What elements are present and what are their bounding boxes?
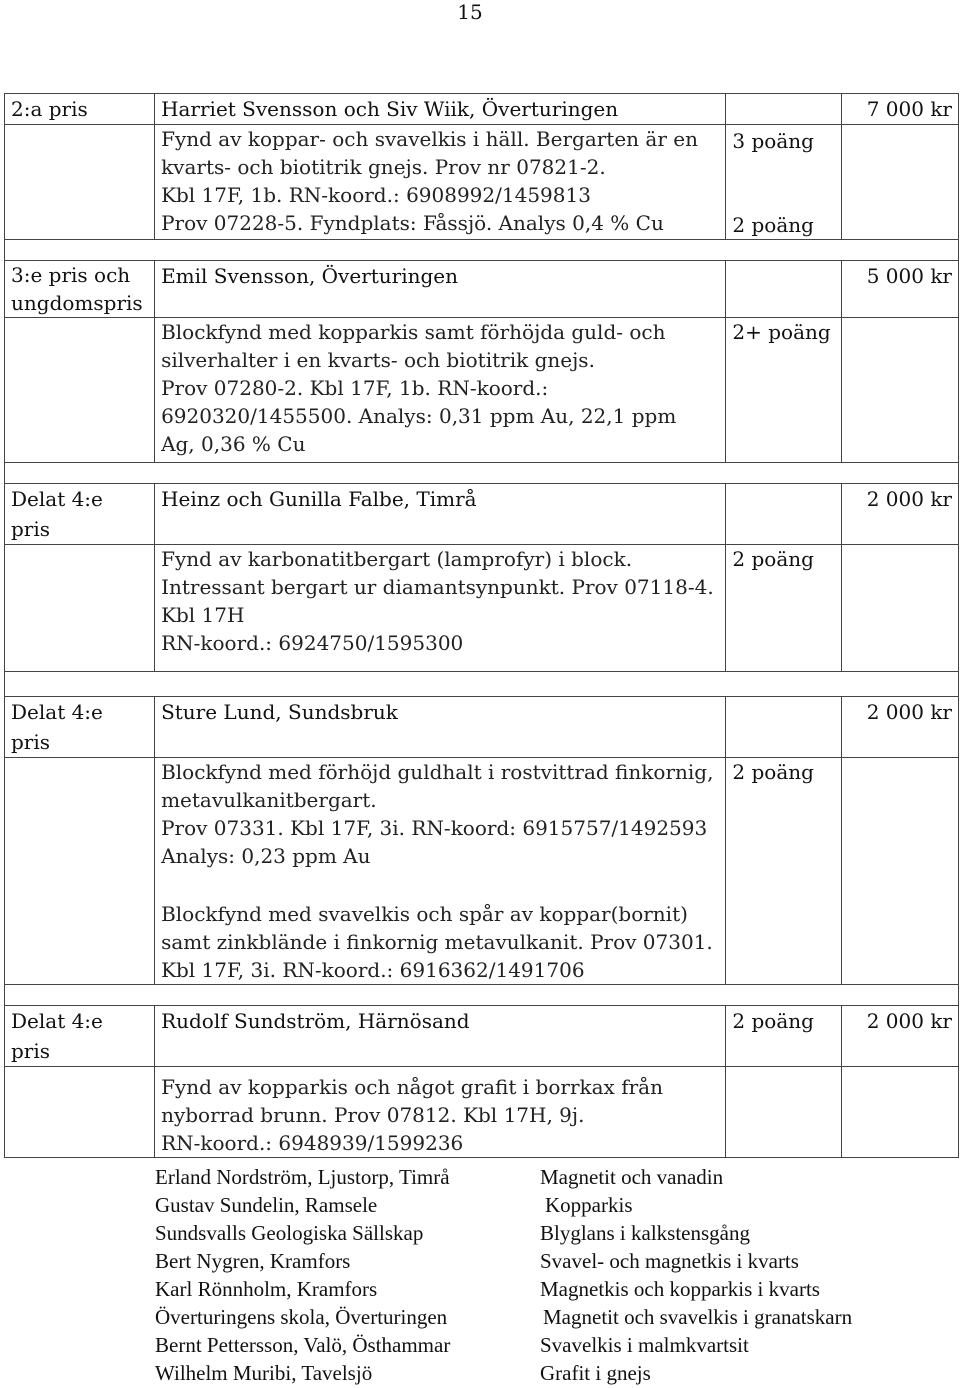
prize-header-row bbox=[5, 261, 959, 318]
prize-rank: Delat 4:e pris bbox=[5, 697, 155, 758]
mineral: Magnetkis och kopparkis i kvarts bbox=[540, 1277, 820, 1301]
finder: Bert Nygren, Kramfors bbox=[155, 1249, 351, 1273]
finder: Gustav Sundelin, Ramsele bbox=[155, 1193, 378, 1217]
find-description: Fynd av kopparkis och något grafit i borrkax från nyborrad brunn. Prov 07812. Kbl 17H, 9j. RN-koord.: 6948939/1599236 bbox=[155, 1067, 726, 1158]
find-points: 3 poäng 2 poäng bbox=[726, 125, 842, 240]
prize-amount: 2 000 kr bbox=[842, 484, 959, 545]
prize-rank: 2:a pris bbox=[5, 94, 155, 125]
finder: Erland Nordström, Ljustorp, Timrå bbox=[155, 1165, 450, 1189]
prize-amount: 5 000 kr bbox=[842, 261, 959, 318]
prize-body-row bbox=[5, 318, 959, 463]
list-item bbox=[155, 1219, 852, 1247]
prize-body-row bbox=[5, 758, 959, 985]
finder: Sundsvalls Geologiska Sällskap bbox=[155, 1221, 424, 1245]
prize-rank: Delat 4:e pris bbox=[5, 484, 155, 545]
prize-points: 2 poäng bbox=[726, 1006, 842, 1067]
prize-header-row bbox=[5, 697, 959, 758]
prize-points bbox=[726, 697, 842, 758]
page-number: 15 bbox=[457, 0, 483, 24]
list-item bbox=[155, 1163, 852, 1191]
find-description: Fynd av koppar- och svavelkis i häll. Bergarten är en kvarts- och biotitrik gnejs. Prov nr 07821-2. Kbl 17F, 1b. RN-koord.: 6908992/1459813 Prov 07228-5. Fyndplats: Fåssjö. Analys 0,4 % Cu bbox=[155, 125, 726, 240]
mineral: Svavelkis i malmkvartsit bbox=[540, 1333, 749, 1357]
mineral: Kopparkis bbox=[545, 1193, 633, 1217]
prize-body-row bbox=[5, 1067, 959, 1158]
prize-body-row bbox=[5, 125, 959, 240]
prize-points bbox=[726, 484, 842, 545]
finder: Karl Rönnholm, Kramfors bbox=[155, 1277, 378, 1301]
prize-header-row bbox=[5, 1006, 959, 1067]
prize-winner: Rudolf Sundström, Härnösand bbox=[155, 1006, 726, 1067]
prize-winner: Heinz och Gunilla Falbe, Timrå bbox=[155, 484, 726, 545]
prize-body-row bbox=[5, 545, 959, 672]
finder: Bernt Pettersson, Valö, Östhammar bbox=[155, 1333, 451, 1357]
mineral: Svavel- och magnetkis i kvarts bbox=[540, 1249, 799, 1273]
find-description: Blockfynd med förhöjd guldhalt i rostvittrad finkornig, metavulkanitbergart. Prov 07331. Kbl 17F, 3i. RN-koord: 6915757/1492593 Analys: 0,23 ppm Au Blockfynd med svavelkis och spår av koppar(bornit) samt zinkblände i finkornig metavulkanit. Prov 07301. Kbl 17F, 3i. RN-koord.: 6916362/1491706 bbox=[155, 758, 726, 985]
list-item bbox=[155, 1331, 852, 1359]
prize-points bbox=[726, 94, 842, 125]
prize-winner: Harriet Svensson och Siv Wiik, Överturingen bbox=[155, 94, 726, 125]
find-points: 2+ poäng bbox=[726, 318, 842, 463]
mineral: Magnetit och vanadin bbox=[540, 1165, 724, 1189]
prize-amount: 2 000 kr bbox=[842, 697, 959, 758]
prize-winner: Emil Svensson, Överturingen bbox=[155, 261, 726, 318]
other-finds-list bbox=[155, 1163, 852, 1387]
mineral: Magnetit och svavelkis i granatskarn bbox=[543, 1305, 853, 1329]
prize-header-row bbox=[5, 484, 959, 545]
prize-rank: Delat 4:e pris bbox=[5, 1006, 155, 1067]
mineral: Blyglans i kalkstensgång bbox=[540, 1221, 750, 1245]
list-item bbox=[155, 1191, 852, 1219]
find-points: 2 poäng bbox=[726, 758, 842, 985]
list-item bbox=[155, 1303, 852, 1331]
prize-amount: 7 000 kr bbox=[842, 94, 959, 125]
find-description: Fynd av karbonatitbergart (lamprofyr) i block. Intressant bergart ur diamantsynpunkt. Prov 07118-4. Kbl 17H RN-koord.: 6924750/1595300 bbox=[155, 545, 726, 672]
list-item bbox=[155, 1359, 852, 1387]
prize-winner: Sture Lund, Sundsbruk bbox=[155, 697, 726, 758]
list-item bbox=[155, 1247, 852, 1275]
finder: Överturingens skola, Överturingen bbox=[155, 1305, 448, 1329]
prize-header-row bbox=[5, 94, 959, 125]
prize-table bbox=[4, 93, 959, 1158]
prize-rank: 3:e pris och ungdomspris bbox=[5, 261, 155, 318]
prize-amount: 2 000 kr bbox=[842, 1006, 959, 1067]
finder: Wilhelm Muribi, Tavelsjö bbox=[155, 1361, 373, 1385]
list-item bbox=[155, 1275, 852, 1303]
find-points: 2 poäng bbox=[726, 545, 842, 672]
prize-points bbox=[726, 261, 842, 318]
find-description: Blockfynd med kopparkis samt förhöjda guld- och silverhalter i en kvarts- och biotitrik gnejs. Prov 07280-2. Kbl 17F, 1b. RN-koord.: 6920320/1455500. Analys: 0,31 ppm Au, 22,1 ppm Ag, 0,36 % Cu bbox=[155, 318, 726, 463]
mineral: Grafit i gnejs bbox=[540, 1361, 651, 1385]
